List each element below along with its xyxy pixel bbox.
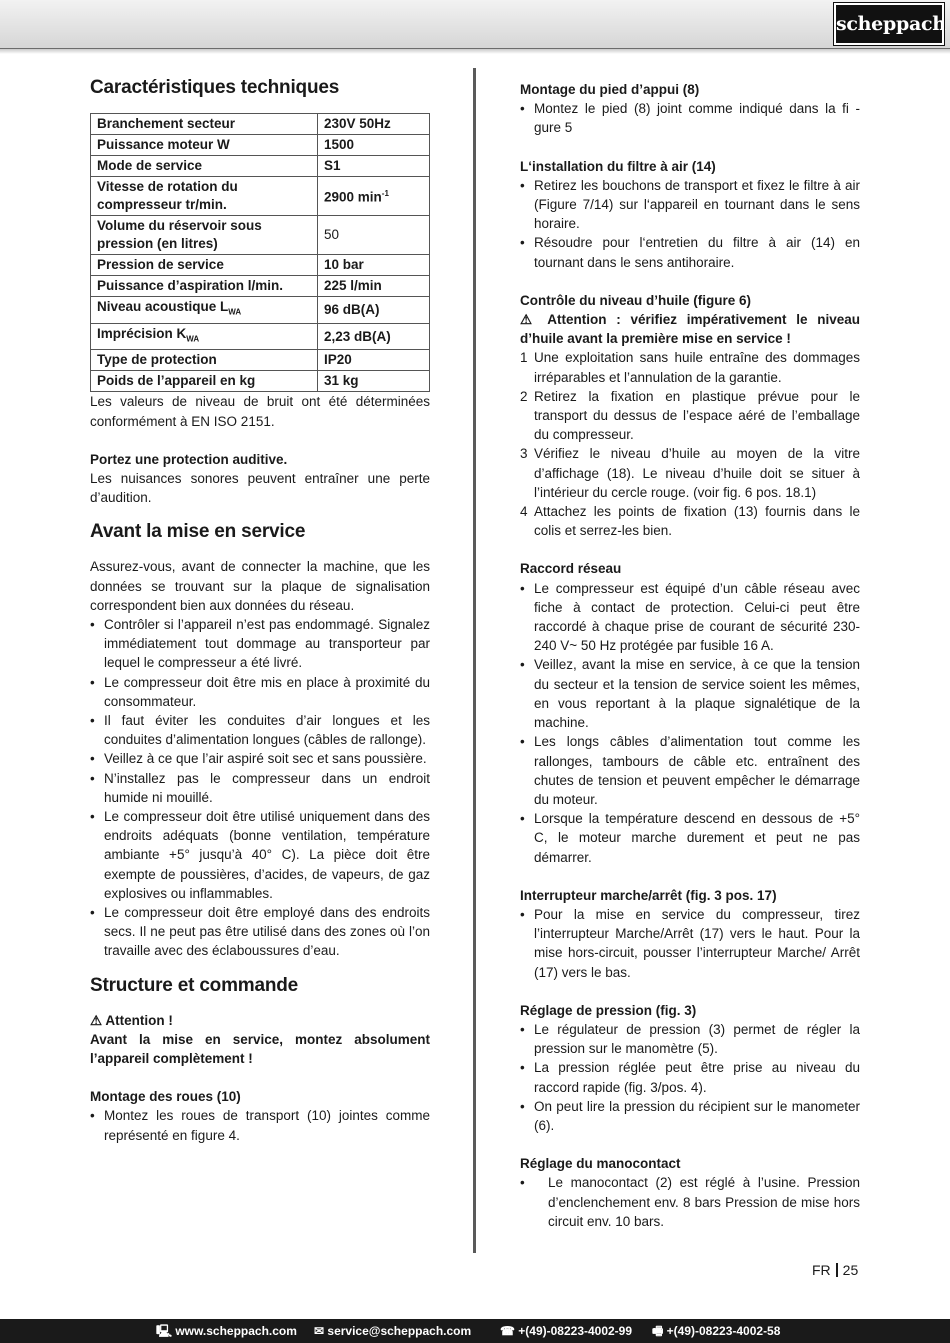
item-number: 3 (520, 446, 528, 462)
item-number: 4 (520, 504, 528, 520)
spec-key-text: Imprécision K (97, 325, 187, 341)
oil-warning: ⚠ Attention : vérifiez impérativement le niveau d’huile avant la première mise en service ! (520, 312, 860, 347)
oil-list (520, 348, 860, 540)
spec-key (91, 297, 318, 324)
pressure-list (520, 1020, 860, 1135)
spec-value (318, 177, 430, 216)
spec-value: S1 (318, 156, 430, 177)
page-num: 25 (842, 1262, 859, 1278)
list-item: • Le compresseur est équipé d’un câble réseau avec fiche à contact de protection. Celui-ci peut être raccordé à chaque prise de courant de sécurité 230-240 V~ 50 Hz protégée par fusible 16 A. (520, 579, 860, 656)
filter-list (520, 176, 860, 272)
spec-value-sup: -1 (381, 189, 389, 199)
spec-value: 96 dB(A) (318, 297, 430, 324)
spec-value: 31 kg (318, 371, 430, 392)
spec-key: Pression de service (91, 255, 318, 276)
footer-bar (0, 1319, 950, 1343)
list-item: • La pression réglée peut être prise au niveau du raccord rapide (fig. 3/pos. 4). (520, 1058, 860, 1096)
spec-key-sub: WA (186, 334, 200, 344)
table-row (91, 135, 430, 156)
list-item: • Les longs câbles d’alimentation tout comme les rallonges, tambours de câble etc. entraînent des chutes de tension et peuvent empêcher le démarrage du moteur. (520, 732, 860, 809)
list-item (520, 387, 860, 445)
switch-title: Interrupteur marche/arrêt (fig. 3 pos. 17) (520, 887, 777, 903)
list-item: • Le manocontact (2) est réglé à l’usine. Pression d’enclenchement env. 8 bars Pression de mise hors circuit env. 10 bars. (520, 1173, 860, 1231)
spec-value: 225 l/min (318, 276, 430, 297)
list-item: • Pour la mise en service du compresseur, tirez l’interrupteur Marche/Arrêt (17) vers le haut. Pour la mise hors-circuit, pousser l’interrupteur Marche/ Arrêt (17) vers le bas. (520, 905, 860, 982)
wheels-title: Montage des roues (10) (90, 1089, 241, 1105)
list-item: • Il faut éviter les conduites d’air longues et les conduites d’alimentation longues (câbles de rallonge). (90, 711, 430, 749)
spec-value: IP20 (318, 350, 430, 371)
column-divider (473, 68, 476, 1253)
before-intro: Assurez-vous, avant de connecter la machine, que les données se trouvant sur la plaque de signalisation correspondent bien aux données du réseau. (90, 559, 430, 613)
list-item: • Le régulateur de pression (3) permet de régler la pression sur le manomètre (5). (520, 1020, 860, 1058)
spec-value: 2,23 dB(A) (318, 323, 430, 350)
spec-value: 1500 (318, 135, 430, 156)
spec-value: 230V 50Hz (318, 114, 430, 135)
spec-key: Mode de service (91, 156, 318, 177)
spec-value: 10 bar (318, 255, 430, 276)
right-column (520, 80, 860, 1231)
manocontact-list (520, 1173, 860, 1231)
left-column (90, 75, 430, 1145)
table-row (91, 323, 430, 350)
table-row (91, 276, 430, 297)
item-number: 1 (520, 350, 528, 366)
ear-protection-text: Les nuisances sonores peuvent entraîner une perte d’audition. (90, 470, 430, 506)
footer-phone: ☎ +(49)-08223-4002-99 (500, 1324, 633, 1338)
list-item (520, 348, 860, 386)
spec-key: Puissance d’aspiration l/min. (91, 276, 318, 297)
heading-before-service: Avant la mise en service (90, 521, 306, 543)
spec-key: Branchement secteur (91, 114, 318, 135)
list-item: • Contrôler si l’appareil n’est pas endommagé. Signalez immédiatement tout dommage au transporteur par lequel le compresseur a été livré. (90, 615, 430, 673)
spec-key: Volume du réservoir sous pression (en litres) (91, 216, 318, 255)
table-row (91, 255, 430, 276)
list-item: • Le compresseur doit être employé dans des endroits secs. Il ne peut pas être utilisé dans des zones où l’on travaille avec des éclaboussures d’eau. (90, 903, 430, 961)
mains-title: Raccord réseau (520, 561, 622, 577)
filter-title: L‘installation du filtre à air (14) (520, 158, 716, 174)
list-item (520, 502, 860, 540)
attention-text: Avant la mise en service, montez absolument l’appareil complètement ! (90, 1031, 430, 1067)
switch-list (520, 905, 860, 982)
spec-key-sub: WA (228, 307, 242, 317)
manocontact-title: Réglage du manocontact (520, 1156, 681, 1172)
ear-protection-title: Portez une protection auditive. (90, 451, 288, 467)
before-list (90, 615, 430, 961)
table-row (91, 371, 430, 392)
brand-logo: scheppach (834, 3, 944, 45)
spec-value: 50 (318, 216, 430, 255)
item-text: Retirez la fixation en plastique prévue pour le transport du dessus de l’espace aéré de l’emballage du compresseur. (534, 388, 860, 443)
footer-website[interactable]: 🖳 www.scheppach.com (156, 1324, 297, 1338)
page-number (812, 1262, 858, 1278)
list-item: • Veillez à ce que l’air aspiré soit sec et sans poussière. (90, 749, 430, 768)
footer-email[interactable]: ✉ service@scheppach.com (314, 1324, 472, 1338)
heading-technical-specs: Caractéristiques techniques (90, 77, 340, 98)
list-item (520, 444, 860, 502)
table-row (91, 156, 430, 177)
list-item: • Montez les roues de transport (10) jointes comme représenté en figure 4. (90, 1106, 430, 1144)
list-item: • N’installez pas le compresseur dans un endroit humide ni mouillé. (90, 769, 430, 807)
list-item: • Résoudre pour l‘entretien du filtre à air (14) en tournant dans le sens antihoraire. (520, 233, 860, 271)
footer-fax: 🖷 +(49)-08223-4002-58 (652, 1324, 781, 1338)
heading-structure: Structure et commande (90, 974, 299, 996)
list-item: • Lorsque la température descend en dessous de +5° C, le moteur marche durement et peut ne pas démarrer. (520, 809, 860, 867)
item-text: Vérifiez le niveau d’huile au moyen de la vitre d’affichage (18). Le niveau d’huile doit se situer à l’intérieur du cercle rouge. (voir fig. 6 pos. 18.1) (534, 446, 860, 500)
page-lang: FR (812, 1262, 831, 1278)
oil-title: Contrôle du niveau d’huile (figure 6) (520, 292, 752, 308)
page-separator (836, 1263, 838, 1277)
wheels-list (90, 1106, 430, 1144)
foot-list (520, 99, 860, 137)
item-number: 2 (520, 388, 528, 404)
noise-note: Les valeurs de niveau de bruit ont été déterminées conformément à EN ISO 2151. (90, 394, 430, 429)
mains-list (520, 579, 860, 867)
spec-key: Poids de l’appareil en kg (91, 371, 318, 392)
table-row (91, 297, 430, 324)
item-text: Attachez les points de fixation (13) fournis dans le colis et serrez-les bien. (534, 504, 860, 539)
pressure-title: Réglage de pression (fig. 3) (520, 1002, 697, 1018)
table-row (91, 177, 430, 216)
header-bar (0, 0, 950, 49)
list-item: • Retirez les bouchons de transport et fixez le filtre à air (Figure 7/14) sur l‘appareil en tournant dans le sens horaire. (520, 176, 860, 234)
spec-value-text: 2900 min (324, 189, 382, 205)
list-item: • Veillez, avant la mise en service, à ce que la tension du secteur et la tension de service soient les mêmes, en vous reportant à la plaque signalétique de la machine. (520, 655, 860, 732)
spec-key: Puissance moteur W (91, 135, 318, 156)
foot-title: Montage du pied d’appui (8) (520, 82, 700, 97)
list-item: • Montez le pied (8) joint comme indiqué dans la fi - gure 5 (520, 99, 860, 137)
list-item: • Le compresseur doit être utilisé uniquement dans des endroits adéquats (bonne ventilation, température ambiante +5° jusqu’à 40° C). La pièce doit être exempte de poussières, d’acides, de vapeurs, de gaz explosives ou inflammables. (90, 807, 430, 903)
table-row (91, 114, 430, 135)
list-item: • On peut lire la pression du récipient sur le manometer (6). (520, 1097, 860, 1135)
spec-key: Vitesse de rotation du compresseur tr/min. (91, 177, 318, 216)
attention-label: ⚠ Attention ! (90, 1012, 173, 1028)
spec-table (90, 113, 430, 392)
item-text: Une exploitation sans huile entraîne des dommages irréparables et l’annulation de la garantie. (534, 350, 860, 385)
spec-key-text: Niveau acoustique L (97, 299, 229, 314)
table-row (91, 216, 430, 255)
spec-key: Type de protection (91, 350, 318, 371)
list-item: • Le compresseur doit être mis en place à proximité du consommateur. (90, 673, 430, 711)
table-row (91, 350, 430, 371)
spec-key (91, 323, 318, 350)
header-shadow (0, 48, 950, 54)
